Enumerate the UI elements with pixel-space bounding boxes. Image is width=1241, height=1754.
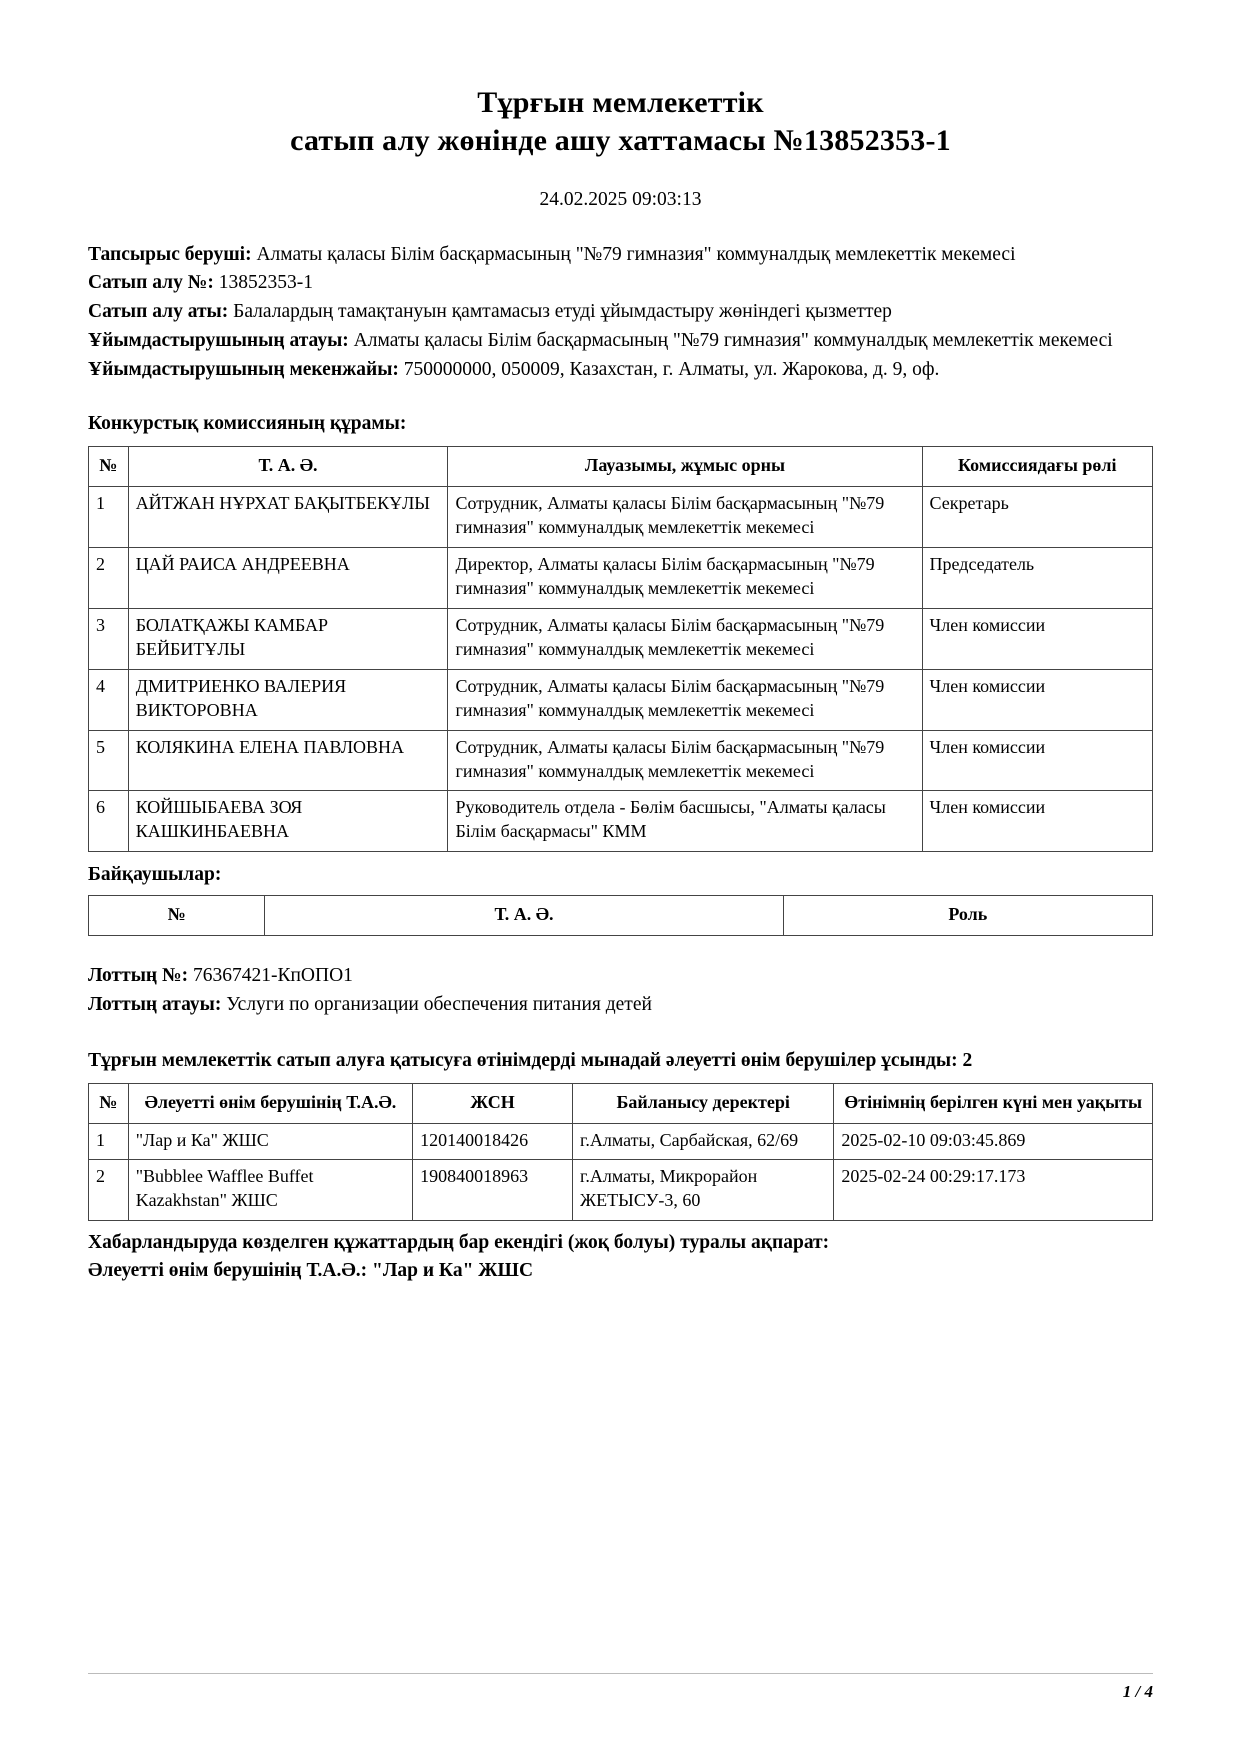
lot-block xyxy=(88,962,1153,1020)
cell-name: АЙТЖАН НҰРХАТ БАҚЫТБЕКҰЛЫ xyxy=(128,487,448,548)
lot-number-row xyxy=(88,962,1153,990)
cell-role: Член комиссии xyxy=(922,730,1152,791)
documents-note-line-2: Әлеуетті өнім берушінің Т.А.Ә.: "Лар и Ка" ЖШС xyxy=(88,1260,534,1282)
cell-no: 1 xyxy=(89,487,129,548)
cell-name: ЦАЙ РАИСА АНДРЕЕВНА xyxy=(128,547,448,608)
title-line-1: Тұрғын мемлекеттік xyxy=(477,86,764,119)
cell-no: 6 xyxy=(89,791,129,852)
applicants-col-bin: ЖСН xyxy=(413,1083,573,1123)
title-line-2: сатып алу жөнінде ашу хаттамасы №13852353-1 xyxy=(290,124,951,158)
lot-name-row xyxy=(88,991,1153,1019)
table-header-row xyxy=(89,447,1153,487)
lot-number-label: Лоттың №: xyxy=(88,965,189,987)
info-row-organizer-address xyxy=(88,356,1153,384)
organizer-address-label: Ұйымдастырушының мекенжайы: xyxy=(88,358,399,380)
observers-col-name: Т. А. Ә. xyxy=(265,896,783,936)
applicants-table xyxy=(88,1083,1153,1222)
cell-role: Член комиссии xyxy=(922,791,1152,852)
cell-no: 1 xyxy=(89,1123,129,1160)
table-header-row xyxy=(89,896,1153,936)
cell-name: КОЛЯКИНА ЕЛЕНА ПАВЛОВНА xyxy=(128,730,448,791)
cell-role: Председатель xyxy=(922,547,1152,608)
cell-supplier-name: "Лар и Ка" ЖШС xyxy=(128,1123,412,1160)
customer-label: Тапсырыс беруші: xyxy=(88,243,252,265)
lot-name-label: Лоттың атауы: xyxy=(88,994,222,1016)
table-row xyxy=(89,487,1153,548)
table-row xyxy=(89,608,1153,669)
observers-col-role: Роль xyxy=(783,896,1152,936)
table-row xyxy=(89,1160,1153,1221)
lot-number-value: 76367421-КпОПО1 xyxy=(193,965,353,987)
info-row-purchase-no xyxy=(88,269,1153,297)
table-row xyxy=(89,730,1153,791)
commission-col-name: Т. А. Ә. xyxy=(128,447,448,487)
cell-no: 4 xyxy=(89,669,129,730)
table-row xyxy=(89,547,1153,608)
page-indicator: 1 / 4 xyxy=(1122,1682,1153,1701)
table-row xyxy=(89,791,1153,852)
info-row-organizer-name xyxy=(88,327,1153,355)
page-title xyxy=(88,84,1153,161)
lot-name-value: Услуги по организации обеспечения питания детей xyxy=(226,994,652,1016)
cell-no: 5 xyxy=(89,730,129,791)
info-row-customer xyxy=(88,241,1153,269)
purchase-name-value: Балалардың тамақтануын қамтамасыз етуді ұйымдастыру жөніндегі қызметтер xyxy=(233,301,892,323)
cell-supplier-name: "Bubblee Wafflee Buffet Kazakhstan" ЖШС xyxy=(128,1160,412,1221)
applicants-heading: Тұрғын мемлекеттік сатып алуға қатысуға өтінімдерді мынадай әлеуетті өнім берушілер ұсынды: 2 xyxy=(88,1049,973,1071)
applicants-col-no: № xyxy=(89,1083,129,1123)
commission-col-role: Комиссиядағы рөлі xyxy=(922,447,1152,487)
cell-position: Директор, Алматы қаласы Білім басқармасының "№79 гимназия" коммуналдық мемлекеттік мекемесі xyxy=(448,547,922,608)
cell-role: Член комиссии xyxy=(922,669,1152,730)
cell-role: Член комиссии xyxy=(922,608,1152,669)
cell-position: Сотрудник, Алматы қаласы Білім басқармасының "№79 гимназия" коммуналдық мемлекеттік мекемесі xyxy=(448,608,922,669)
organizer-address-value: 750000000, 050009, Казахстан, г. Алматы, ул. Жарокова, д. 9, оф. xyxy=(403,358,940,380)
purchase-name-label: Сатып алу аты: xyxy=(88,301,229,323)
observers-col-no: № xyxy=(89,896,265,936)
cell-name: КОЙШЫБАЕВА ЗОЯ КАШКИНБАЕВНА xyxy=(128,791,448,852)
documents-note-line-1: Хабарландыруда көзделген құжаттардың бар екендігі (жоқ болуы) туралы ақпарат: xyxy=(88,1232,830,1254)
purchase-no-value: 13852353-1 xyxy=(218,272,313,294)
organizer-name-value: Алматы қаласы Білім басқармасының "№79 гимназия" коммуналдық мемлекеттік мекемесі xyxy=(353,329,1113,351)
cell-submitted: 2025-02-10 09:03:45.869 xyxy=(834,1123,1153,1160)
cell-submitted: 2025-02-24 00:29:17.173 xyxy=(834,1160,1153,1221)
applicants-col-name: Әлеуетті өнім берушінің Т.А.Ә. xyxy=(128,1083,412,1123)
cell-no: 3 xyxy=(89,608,129,669)
info-block xyxy=(88,241,1153,383)
applicants-col-contacts: Байланысу деректері xyxy=(573,1083,834,1123)
commission-heading: Конкурстық комиссияның құрамы: xyxy=(88,413,407,435)
table-header-row xyxy=(89,1083,1153,1123)
customer-value: Алматы қаласы Білім басқармасының "№79 гимназия" коммуналдық мемлекеттік мекемесі xyxy=(256,243,1016,265)
document-datetime: 24.02.2025 09:03:13 xyxy=(539,188,702,210)
applicants-col-submitted: Өтінімнің берілген күні мен уақыты xyxy=(834,1083,1153,1123)
purchase-no-label: Сатып алу №: xyxy=(88,272,214,294)
cell-position: Сотрудник, Алматы қаласы Білім басқармасының "№79 гимназия" коммуналдық мемлекеттік мекемесі xyxy=(448,487,922,548)
cell-contacts: г.Алматы, Сарбайская, 62/69 xyxy=(573,1123,834,1160)
commission-col-no: № xyxy=(89,447,129,487)
info-row-purchase-name xyxy=(88,298,1153,326)
commission-col-position: Лауазымы, жұмыс орны xyxy=(448,447,922,487)
table-row xyxy=(89,669,1153,730)
documents-note xyxy=(88,1229,1153,1284)
observers-table xyxy=(88,895,1153,936)
cell-bin: 190840018963 xyxy=(413,1160,573,1221)
observers-heading: Байқаушылар: xyxy=(88,864,222,886)
cell-role: Секретарь xyxy=(922,487,1152,548)
commission-table xyxy=(88,446,1153,852)
cell-no: 2 xyxy=(89,1160,129,1221)
cell-position: Руководитель отдела - Бөлім басшысы, "Алматы қаласы Білім басқармасы" КММ xyxy=(448,791,922,852)
cell-contacts: г.Алматы, Микрорайон ЖЕТЫСУ-3, 60 xyxy=(573,1160,834,1221)
cell-name: ДМИТРИЕНКО ВАЛЕРИЯ ВИКТОРОВНА xyxy=(128,669,448,730)
cell-bin: 120140018426 xyxy=(413,1123,573,1160)
cell-position: Сотрудник, Алматы қаласы Білім басқармасының "№79 гимназия" коммуналдық мемлекеттік мекемесі xyxy=(448,669,922,730)
cell-position: Сотрудник, Алматы қаласы Білім басқармасының "№79 гимназия" коммуналдық мемлекеттік мекемесі xyxy=(448,730,922,791)
cell-name: БОЛАТҚАЖЫ КАМБАР БЕЙБИТҰЛЫ xyxy=(128,608,448,669)
cell-no: 2 xyxy=(89,547,129,608)
table-row xyxy=(89,1123,1153,1160)
organizer-name-label: Ұйымдастырушының атауы: xyxy=(88,329,349,351)
page-footer xyxy=(88,1673,1153,1702)
